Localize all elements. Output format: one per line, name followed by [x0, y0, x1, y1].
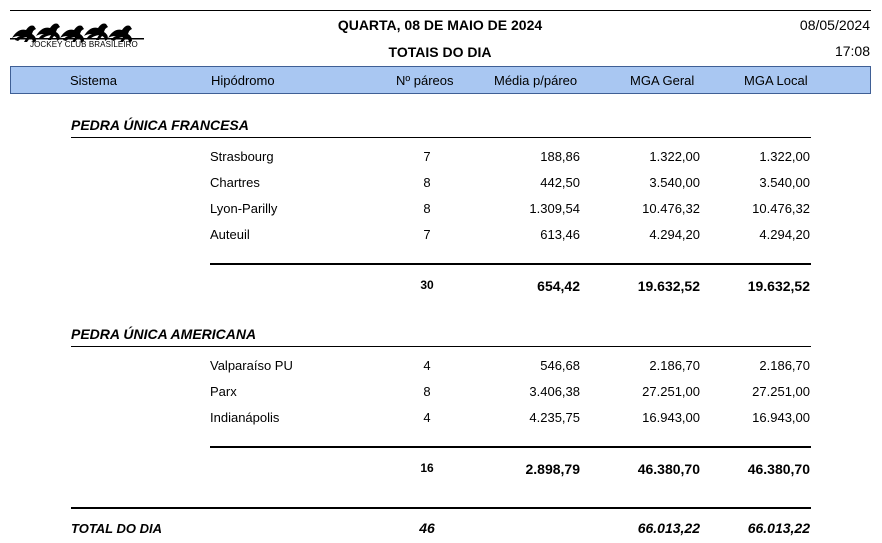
mga-geral-cell: 3.540,00 — [649, 175, 700, 190]
hipodromo-cell: Valparaíso PU — [210, 358, 293, 373]
subtotal-rule — [210, 263, 811, 265]
mga-local-cell: 2.186,70 — [759, 358, 810, 373]
pareos-cell: 4 — [423, 358, 431, 373]
hipodromo-cell: Lyon-Parilly — [210, 201, 278, 216]
subtotal-mga-local: 46.380,70 — [747, 461, 810, 477]
mga-local-cell: 1.322,00 — [759, 149, 810, 164]
subtotal-mga-local: 19.632,52 — [747, 278, 810, 294]
report-date: 08/05/2024 — [799, 17, 870, 33]
hipodromo-cell: Strasbourg — [210, 149, 274, 164]
pareos-cell: 8 — [423, 384, 431, 399]
report-time: 17:08 — [834, 43, 870, 59]
section-title: PEDRA ÚNICA AMERICANA — [71, 326, 257, 342]
mga-geral-cell: 27.251,00 — [642, 384, 700, 399]
section-title: PEDRA ÚNICA FRANCESA — [71, 117, 249, 133]
mga-geral-cell: 2.186,70 — [649, 358, 700, 373]
mga-local-cell: 27.251,00 — [752, 384, 810, 399]
mga-local-cell: 16.943,00 — [752, 410, 810, 425]
hipodromo-cell: Chartres — [210, 175, 260, 190]
total-rule — [71, 507, 811, 509]
subtotal-media: 654,42 — [537, 278, 580, 294]
media-cell: 4.235,75 — [529, 410, 580, 425]
subtotal-pareos: 16 — [420, 461, 434, 475]
total-pareos: 46 — [419, 520, 435, 536]
mga-local-cell: 10.476,32 — [752, 201, 810, 216]
mga-geral-cell: 1.322,00 — [649, 149, 700, 164]
total-label: TOTAL DO DIA — [71, 521, 162, 536]
media-cell: 613,46 — [540, 227, 580, 242]
report-date-title: QUARTA, 08 DE MAIO DE 2024 — [337, 17, 543, 33]
subtotal-rule — [210, 446, 811, 448]
mga-geral-cell: 16.943,00 — [642, 410, 700, 425]
media-cell: 1.309,54 — [529, 201, 580, 216]
col-sistema: Sistema — [70, 73, 117, 88]
hipodromo-cell: Auteuil — [210, 227, 250, 242]
subtotal-pareos: 30 — [420, 278, 434, 292]
subtotal-mga-geral: 46.380,70 — [637, 461, 700, 477]
column-header-bar — [10, 66, 871, 94]
top-rule — [10, 10, 871, 11]
media-cell: 442,50 — [540, 175, 580, 190]
mga-geral-cell: 10.476,32 — [642, 201, 700, 216]
logo-text: JOCKEY CLUB BRASILEIRO — [30, 40, 138, 49]
total-mga-local: 66.013,22 — [747, 520, 810, 536]
col-media: Média p/páreo — [494, 73, 578, 88]
hipodromo-cell: Parx — [210, 384, 237, 399]
col-mga-geral: MGA Geral — [630, 73, 695, 88]
media-cell: 546,68 — [540, 358, 580, 373]
pareos-cell: 7 — [423, 149, 431, 164]
col-pareos: Nº páreos — [396, 73, 454, 88]
col-mga-local: MGA Local — [744, 73, 808, 88]
media-cell: 3.406,38 — [529, 384, 580, 399]
section-rule — [71, 346, 811, 347]
hipodromo-cell: Indianápolis — [210, 410, 280, 425]
col-hipodromo: Hipódromo — [211, 73, 275, 88]
pareos-cell: 8 — [423, 201, 431, 216]
section-rule — [71, 137, 811, 138]
total-mga-geral: 66.013,22 — [637, 520, 700, 536]
mga-local-cell: 4.294,20 — [759, 227, 810, 242]
subtotal-media: 2.898,79 — [525, 461, 580, 477]
mga-local-cell: 3.540,00 — [759, 175, 810, 190]
report-title: TOTAIS DO DIA — [388, 44, 492, 60]
pareos-cell: 8 — [423, 175, 431, 190]
pareos-cell: 7 — [423, 227, 431, 242]
subtotal-mga-geral: 19.632,52 — [637, 278, 700, 294]
mga-geral-cell: 4.294,20 — [649, 227, 700, 242]
pareos-cell: 4 — [423, 410, 431, 425]
media-cell: 188,86 — [540, 149, 580, 164]
